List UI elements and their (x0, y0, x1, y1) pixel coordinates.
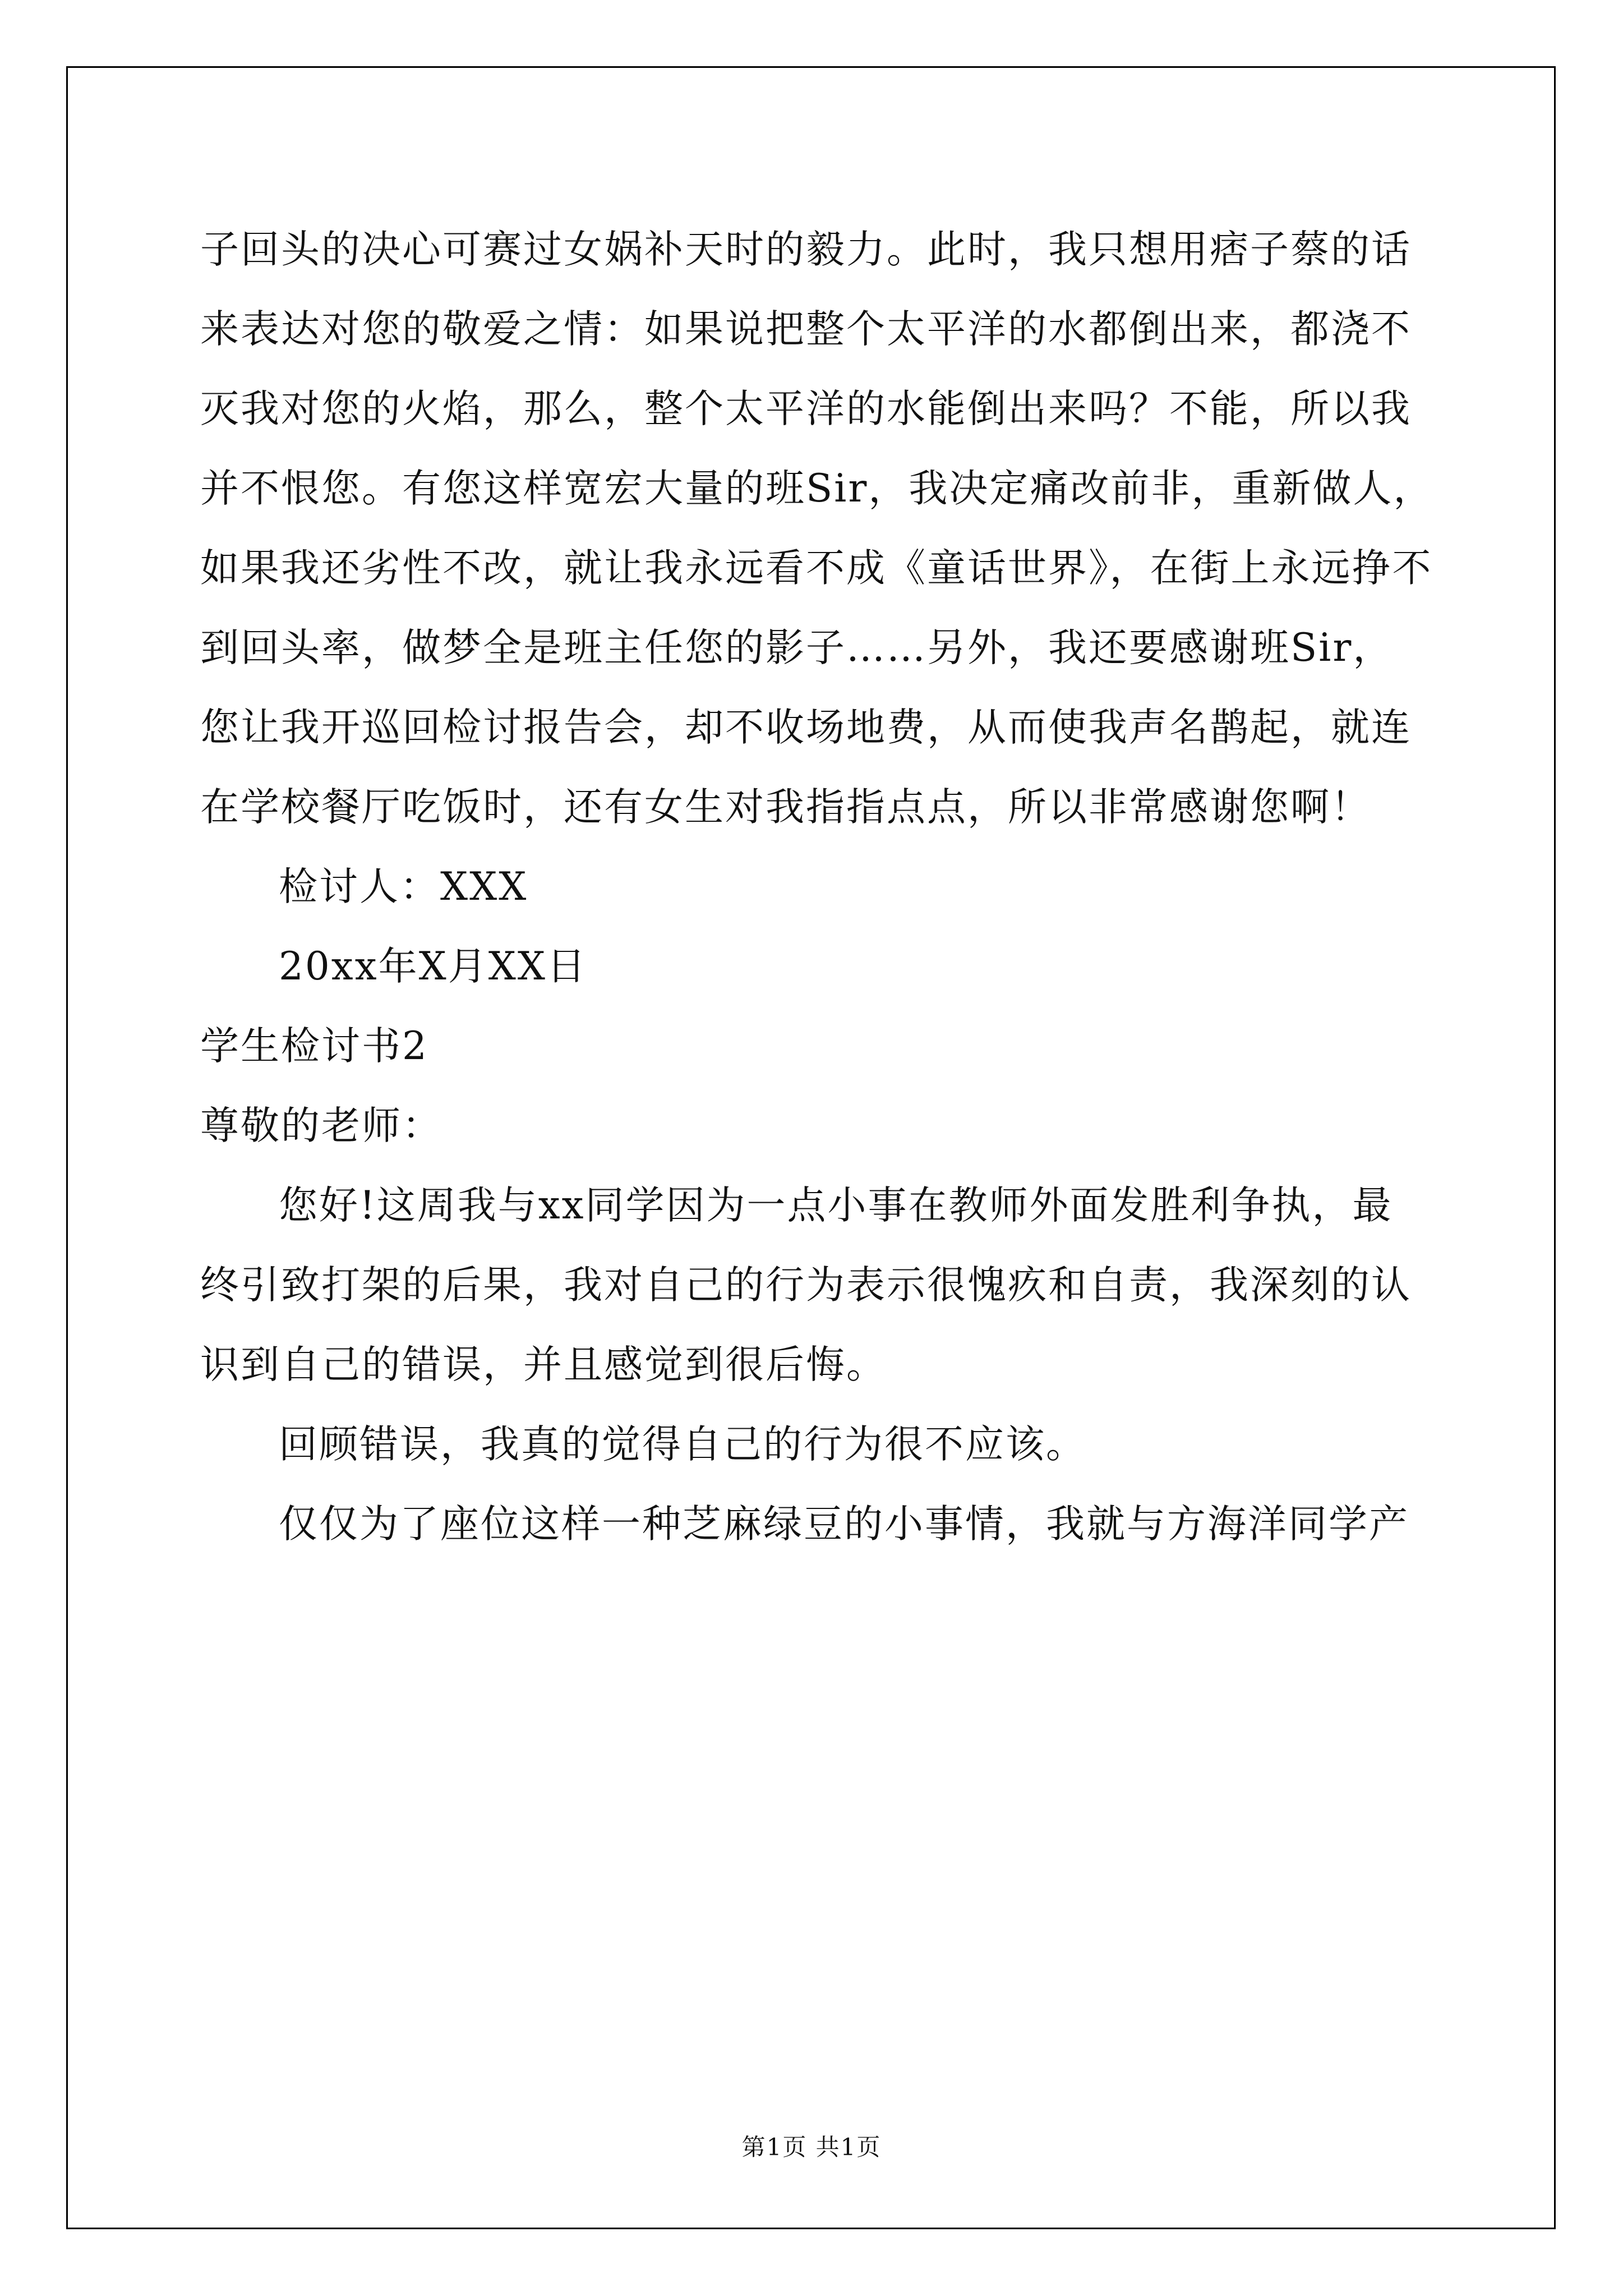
body-line: 您好!这周我与xx同学因为一点小事在教师外面发胜利争执，最 (279, 1183, 1393, 1228)
body-line: 到回头率，做梦全是班主任您的影子……另外，我还要感谢班Sir， (200, 625, 1394, 670)
body-line: 仅仅为了座位这样一种芝麻绿豆的小事情，我就与方海洋同学产 (279, 1502, 1409, 1547)
body-line: 来表达对您的敬爱之情：如果说把整个太平洋的水都倒出来，都浇不 (200, 307, 1412, 352)
salutation: 尊敬的老师： (200, 1103, 442, 1148)
body-line: 识到自己的错误，并且感觉到很后悔。 (200, 1342, 887, 1387)
body-line: 终引致打架的后果，我对自己的行为表示很愧疚和自责，我深刻的认 (200, 1263, 1412, 1308)
body-line: 您让我开巡回检讨报告会，却不收场地费，从而使我声名鹊起，就连 (200, 705, 1412, 750)
body-line: 并不恨您。有您这样宽宏大量的班Sir，我决定痛改前非，重新做人， (200, 466, 1434, 511)
body-line: 在学校餐厅吃饭时，还有女生对我指指点点，所以非常感谢您啊！ (200, 785, 1371, 830)
body-line: 如果我还劣性不改，就让我永远看不成《童话世界》，在街上永远挣不 (200, 546, 1433, 591)
page-number-footer: 第1页 共1页 (741, 2133, 882, 2161)
date-line: 20xx年X月XX日 (279, 944, 587, 989)
signer-line: 检讨人：XXX (279, 864, 528, 909)
body-line: 子回头的决心可赛过女娲补天时的毅力。此时，我只想用痞子蔡的话 (200, 227, 1412, 272)
body-line: 回顾错误，我真的觉得自己的行为很不应该。 (279, 1422, 1086, 1467)
section-title: 学生检讨书2 (200, 1024, 428, 1069)
body-line: 灭我对您的火焰，那么，整个太平洋的水能倒出来吗？不能，所以我 (200, 386, 1412, 431)
